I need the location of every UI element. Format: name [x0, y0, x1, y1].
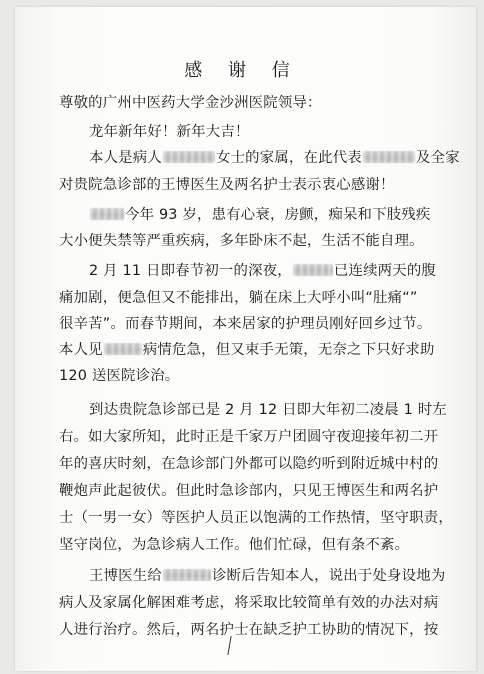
text-segment: 本人是病人: [89, 150, 162, 166]
text-segment: 已连续两天的腹: [333, 263, 437, 279]
text-segment: 病情危急，但又束手无策，无奈之下只好求助: [142, 342, 435, 358]
para3-line2: 痛加剧，便急但又不能排出，躺在床上大呼小叫“肚痛“”: [59, 290, 418, 306]
redacted-name: [104, 343, 142, 355]
para5-line3: 人进行治疗。然后，两名护士在缺乏护工协助的情况下，按: [59, 622, 439, 638]
para1-line2: 对贵院急诊部的王博医生及两名护士表示衷心感谢！: [59, 177, 395, 193]
para5-line1: [89, 567, 445, 585]
para4-line3: 年的喜庆时刻，在急诊部门外都可以隐约听到附近城中村的: [59, 456, 439, 472]
text-segment: 及全家: [415, 150, 460, 166]
redacted-name: [363, 151, 415, 163]
text-segment: 女士的家属，在此代表: [215, 150, 362, 166]
para4-line4: 鞭炮声此起彼伏。但此时急诊部内，只见王博医生和两名护: [59, 483, 439, 499]
text-segment: 诊断后告知本人，说出于处身设地为: [211, 568, 446, 584]
text-segment: 2 月 11 日即春节初一的深夜，: [89, 263, 292, 279]
redacted-name: [90, 208, 124, 220]
text-segment: 今年 93 岁，患有心衰，房颤，痴呆和下肢残疾: [125, 207, 431, 223]
para3-line3: 很辛苦”。而春节期间，本来居家的护理员刚好回乡过节。: [59, 316, 432, 332]
para1-line1: [89, 149, 460, 167]
letter-title: 感 谢 信: [184, 60, 300, 81]
para4-line5: 士（一男一女）等医护人员正以饱满的工作热情，坚守职责，: [59, 510, 453, 526]
para4-line1: 到达贵院急诊部已是 2 月 12 日即大年初二凌晨 1 时左: [89, 402, 447, 418]
text-segment: 本人见: [59, 342, 103, 358]
para3-line4: [59, 341, 435, 359]
para2-line1: [89, 206, 430, 224]
para4-line2: 右。如大家所知，此时正是千家万户团圆守夜迎接年初二开: [59, 429, 439, 445]
redacted-name: [293, 264, 333, 276]
redacted-name: [163, 151, 215, 163]
para4-line6: 坚守岗位，为急诊病人工作。他们忙碌，但有条不紊。: [59, 537, 410, 553]
para2-line2: 大小便失禁等严重疾病，多年卧床不起，生活不能自理。: [59, 233, 424, 249]
para3-line5: 120 送医院诊治。: [59, 368, 180, 384]
greeting: 龙年新年好！新年大吉！: [89, 124, 250, 140]
text-segment: 王博医生给: [89, 568, 162, 584]
salutation: 尊敬的广州中医药大学金沙洲医院领导：: [59, 95, 322, 111]
para5-line2: 病人及家属化解困难考虑，将采取比较简单有效的办法对病: [59, 595, 439, 611]
para3-line1: [89, 262, 436, 280]
redacted-name: [163, 569, 211, 581]
